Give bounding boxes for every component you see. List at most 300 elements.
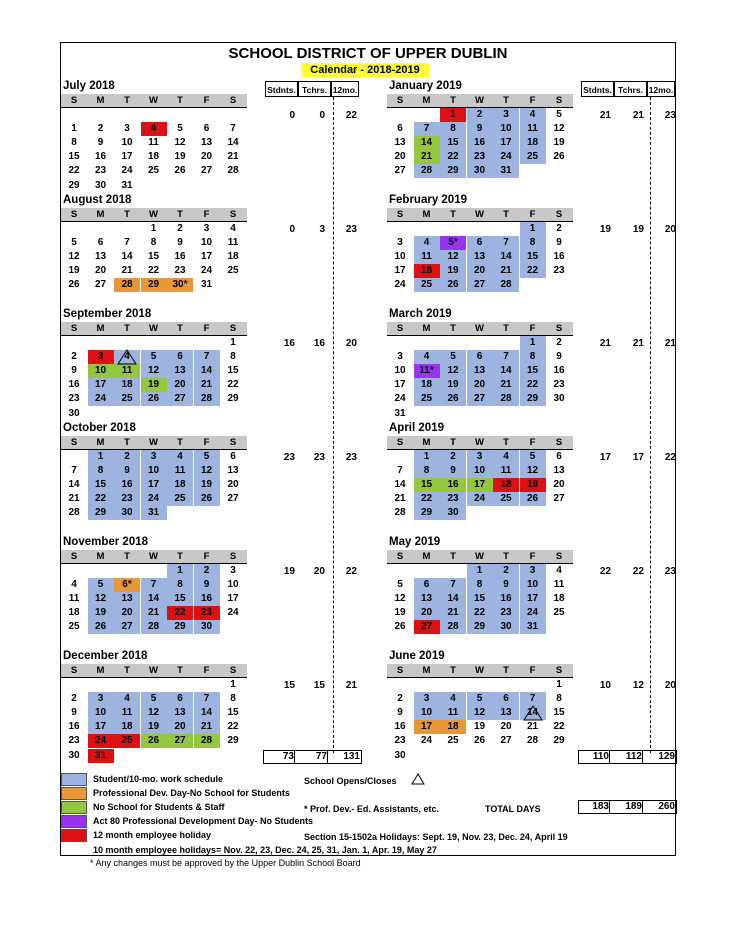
weekday-label: M — [96, 323, 105, 334]
month-stat: 17 — [599, 452, 611, 463]
day-cell: 24 — [227, 607, 239, 619]
day-cell: 22 — [147, 265, 160, 277]
day-cell: 25 — [167, 492, 193, 506]
day-cell: 5 — [141, 350, 167, 364]
day-cell: 31 — [394, 407, 406, 419]
day-cell: 13 — [553, 465, 565, 477]
day-cell: 13 — [227, 465, 239, 477]
day-cell: 31 — [141, 506, 167, 520]
weekday-label: T — [503, 551, 509, 562]
day-cell: 29 — [227, 735, 239, 747]
day-cell: 23 — [553, 379, 565, 391]
day-cell: 25 — [147, 165, 160, 177]
school-open-close-marker — [523, 705, 543, 721]
weekday-label: T — [177, 95, 183, 106]
day-cell: 15 — [467, 592, 493, 606]
day-cell: 11 — [68, 593, 80, 605]
weekday-label: S — [396, 551, 404, 562]
weekday-label: S — [555, 437, 563, 448]
weekday-label: S — [555, 551, 563, 562]
month-stat: 22 — [664, 452, 676, 463]
legend-label: Professional Dev. Day-No School for Students — [93, 788, 290, 798]
day-cell: 15 — [227, 707, 239, 719]
day-cell: 17 — [141, 478, 167, 492]
stats-header-left-2: 12mo. — [331, 81, 359, 97]
day-cell: 12 — [194, 464, 220, 478]
day-cell: 17 — [493, 136, 519, 150]
weekday-header — [61, 664, 247, 678]
day-cell: 2 — [194, 564, 220, 578]
day-cell: 9 — [556, 351, 562, 363]
weekday-label: W — [475, 551, 484, 562]
day-cell: 19 — [141, 378, 167, 392]
weekday-label: F — [529, 323, 536, 334]
day-cell: 26 — [68, 279, 80, 291]
day-cell: 3 — [141, 450, 167, 464]
day-cell: 7 — [194, 350, 220, 364]
day-cell: 13 — [467, 250, 493, 264]
day-cell: 17 — [394, 265, 406, 277]
weekday-label: S — [396, 437, 404, 448]
day-cell: 20 — [227, 479, 239, 491]
month-stat: 22 — [632, 566, 644, 577]
day-cell: 3 — [397, 237, 403, 249]
day-cell: 14 — [194, 364, 220, 378]
month-stat: 20 — [313, 566, 325, 577]
weekday-label: M — [96, 665, 105, 676]
day-cell: 8 — [414, 464, 440, 478]
day-cell: 28 — [414, 164, 440, 178]
day-cell: 25 — [553, 607, 565, 619]
day-cell: 18 — [227, 251, 239, 263]
weekday-header — [61, 94, 247, 108]
day-cell: 22 — [167, 606, 193, 620]
weekday-label: W — [149, 551, 158, 562]
weekday-label: W — [149, 209, 158, 220]
month-name: May 2019 — [389, 536, 441, 548]
month-stat: 23 — [345, 224, 357, 235]
day-cell: 28 — [227, 165, 239, 177]
weekday-label: S — [70, 437, 78, 448]
day-cell: 9 — [114, 464, 140, 478]
day-cell: 28 — [194, 734, 220, 748]
day-cell: 17 — [520, 592, 546, 606]
weekday-label: T — [503, 323, 509, 334]
month-name: June 2019 — [389, 650, 445, 662]
month-stat: 21 — [599, 110, 611, 121]
weekday-label: T — [450, 551, 456, 562]
day-cell: 19 — [141, 720, 167, 734]
day-cell: 5 — [71, 237, 77, 249]
day-cell: 23 — [553, 265, 565, 277]
day-cell: 20 — [414, 606, 440, 620]
month-name: October 2018 — [63, 422, 136, 434]
day-cell: 19 — [440, 378, 466, 392]
total-value: 73 — [264, 751, 295, 763]
stats-header-right-1: Tchrs. — [614, 81, 647, 97]
day-cell: 26 — [141, 392, 167, 406]
day-cell: 22 — [227, 379, 239, 391]
day-cell: 28 — [68, 507, 80, 519]
day-cell: 14 — [141, 592, 167, 606]
day-cell: 21 — [141, 606, 167, 620]
month-stat: 16 — [313, 338, 325, 349]
day-cell: 20 — [114, 606, 140, 620]
day-cell: 19 — [553, 137, 565, 149]
day-cell: 25 — [447, 735, 459, 747]
legend-label: Act 80 Professional Development Day- No Students — [93, 816, 314, 826]
day-cell: 10 — [88, 706, 114, 720]
day-cell: 6 — [167, 350, 193, 364]
day-cell: 1 — [71, 123, 77, 135]
day-cell: 16 — [114, 478, 140, 492]
day-cell: 2 — [71, 351, 77, 363]
day-cell: 15 — [167, 592, 193, 606]
day-cell: 10 — [394, 251, 406, 263]
day-cell: 2 — [114, 450, 140, 464]
weekday-label: M — [96, 209, 105, 220]
day-cell: 20 — [167, 720, 193, 734]
day-cell: 1 — [88, 450, 114, 464]
day-cell: 16 — [467, 136, 493, 150]
day-cell: 9 — [97, 137, 104, 149]
day-cell: 24 — [394, 393, 406, 405]
day-cell: 11 — [553, 579, 565, 591]
divider-left — [333, 97, 334, 753]
month-name: September 2018 — [63, 308, 152, 320]
total-days-label: TOTAL DAYS — [485, 804, 541, 814]
day-cell: 6 — [467, 236, 493, 250]
approval-note: * Any changes must be approved by the Upper Dublin School Board — [90, 858, 361, 868]
day-cell: 14 — [493, 250, 519, 264]
month-stat: 20 — [664, 680, 676, 691]
day-cell: 8 — [230, 351, 236, 363]
month-stat: 12 — [632, 680, 644, 691]
day-cell: 4 — [556, 565, 562, 576]
month-stat: 19 — [599, 224, 611, 235]
legend-swatch — [61, 801, 87, 814]
day-cell: 9 — [556, 237, 562, 249]
month-stat: 15 — [283, 680, 295, 691]
day-cell: 3 — [397, 351, 403, 363]
day-cell: 4 — [71, 579, 77, 591]
day-cell: 22 — [520, 378, 546, 392]
weekday-label: F — [529, 551, 536, 562]
day-cell: 30 — [114, 506, 140, 520]
day-cell: 14 — [68, 479, 80, 491]
day-cell: 13 — [167, 706, 193, 720]
weekday-label: F — [203, 209, 210, 220]
day-cell: 1 — [167, 564, 193, 578]
day-cell: 10 — [88, 364, 114, 378]
day-cell: 20 — [500, 721, 512, 733]
day-cell: 4 — [414, 236, 440, 250]
school-open-close-marker — [117, 349, 137, 365]
total-value: 129 — [658, 751, 675, 762]
day-cell: 27 — [467, 392, 493, 406]
calendar-subtitle: Calendar - 2018-2019 — [301, 63, 429, 77]
weekday-label: T — [450, 209, 456, 220]
stats-header-left-0: Stdnts. — [265, 81, 298, 97]
day-cell: 3 — [414, 692, 440, 706]
day-cell: 29 — [414, 506, 440, 520]
day-cell: 1 — [520, 336, 546, 350]
weekday-label: S — [229, 95, 237, 106]
day-cell: 13 — [414, 592, 440, 606]
totals-all — [578, 800, 677, 814]
month-stat: 23 — [664, 566, 676, 577]
day-cell: 10 — [394, 365, 406, 377]
weekday-label: S — [396, 323, 404, 334]
day-cell: 2 — [556, 223, 562, 234]
day-cell: 18 — [68, 607, 80, 619]
day-cell: 10 — [227, 579, 239, 591]
day-cell: 1 — [520, 222, 546, 236]
day-cell: 9 — [177, 237, 183, 249]
legend-label: 12 month employee holiday — [93, 830, 212, 840]
day-cell: 17 — [414, 720, 440, 734]
day-cell: 21 — [227, 151, 239, 163]
weekday-label: S — [229, 665, 237, 676]
divider-right — [650, 97, 651, 753]
day-cell: 9 — [71, 365, 77, 377]
month-name: December 2018 — [63, 650, 148, 662]
weekday-header — [387, 664, 573, 678]
day-cell: 17 — [394, 379, 406, 391]
day-cell: 27 — [167, 734, 193, 748]
day-cell: 12 — [88, 592, 114, 606]
weekday-label: M — [422, 665, 431, 676]
day-cell: 9 — [467, 122, 493, 136]
day-cell: 1 — [556, 679, 562, 690]
day-cell: 8 — [440, 122, 466, 136]
day-cell: 16 — [493, 592, 519, 606]
day-cell: 23 — [467, 150, 493, 164]
day-cell: 31 — [121, 179, 133, 191]
day-cell: 19 — [194, 478, 220, 492]
day-cell: 30 — [194, 620, 220, 634]
day-cell: 12 — [394, 593, 406, 605]
day-cell: 29 — [167, 620, 193, 634]
day-cell: 11 — [493, 464, 519, 478]
day-cell: 22 — [467, 606, 493, 620]
day-cell: 1 — [440, 108, 466, 122]
day-cell: 22 — [440, 150, 466, 164]
legend-swatch — [61, 829, 87, 842]
month-stat: 19 — [632, 224, 644, 235]
day-cell: 5 — [440, 350, 466, 364]
weekday-label: M — [96, 551, 105, 562]
day-cell: 17 — [200, 251, 213, 263]
day-cell: 24 — [88, 734, 114, 748]
day-cell: 10 — [467, 464, 493, 478]
weekday-label: M — [96, 95, 105, 106]
triangle-icon — [411, 773, 425, 785]
day-cell: 1 — [467, 564, 493, 578]
day-cell: 1 — [414, 450, 440, 464]
day-cell: 25 — [414, 278, 440, 292]
triangle-icon — [117, 349, 137, 365]
weekday-label: S — [396, 95, 404, 106]
day-cell: 13 — [394, 137, 406, 149]
day-cell: 2 — [556, 337, 562, 348]
day-cell: 6 — [397, 123, 403, 135]
month-stat: 21 — [345, 680, 357, 691]
day-cell: 16 — [553, 251, 565, 263]
month-name: November 2018 — [63, 536, 149, 548]
month-stat: 0 — [319, 110, 325, 121]
day-cell: 15 — [414, 478, 440, 492]
weekday-label: T — [124, 665, 130, 676]
day-cell: 15 — [147, 251, 160, 263]
day-cell: 4 — [114, 350, 140, 364]
day-cell: 28 — [526, 735, 539, 747]
day-cell: 12 — [174, 137, 186, 149]
day-cell: 29 — [227, 393, 239, 405]
month-stat: 21 — [599, 338, 611, 349]
day-cell: 30 — [94, 179, 107, 191]
day-cell: 6 — [97, 237, 104, 249]
day-cell: 19 — [520, 478, 546, 492]
weekday-label: T — [450, 665, 456, 676]
day-cell: 13 — [94, 251, 107, 263]
day-cell: 23 — [174, 265, 186, 277]
day-cell: 15 — [553, 707, 565, 719]
page-title: SCHOOL DISTRICT OF UPPER DUBLIN — [228, 45, 508, 62]
weekday-label: F — [203, 323, 210, 334]
day-cell: 10 — [520, 578, 546, 592]
weekday-label: S — [555, 665, 563, 676]
day-cell: 27 — [200, 165, 213, 177]
day-cell: 4 — [493, 450, 519, 464]
day-cell: 16 — [394, 721, 406, 733]
day-cell: 8 — [520, 350, 546, 364]
day-cell: 14 — [493, 364, 519, 378]
day-cell: 18 — [114, 378, 140, 392]
day-cell: 1 — [230, 337, 236, 348]
month-stat: 20 — [345, 338, 357, 349]
weekday-label: W — [149, 95, 158, 106]
day-cell: 12 — [467, 706, 493, 720]
weekday-header — [387, 550, 573, 564]
day-cell: 18 — [147, 151, 160, 163]
day-cell: 15 — [68, 151, 80, 163]
day-cell: 9 — [397, 707, 403, 719]
weekday-label: S — [555, 323, 563, 334]
weekday-label: F — [203, 95, 210, 106]
day-cell: 11* — [414, 364, 440, 378]
month-stat: 10 — [599, 680, 611, 691]
day-cell: 21 — [493, 378, 519, 392]
day-cell: 27 — [467, 278, 493, 292]
day-cell: 4 — [414, 350, 440, 364]
day-cell: 30 — [440, 506, 466, 520]
weekday-label: T — [124, 95, 130, 106]
day-cell: 29 — [141, 278, 167, 292]
day-cell: 31 — [493, 164, 519, 178]
day-cell: 13 — [493, 706, 519, 720]
day-cell: 28 — [194, 392, 220, 406]
day-cell: 21 — [68, 493, 80, 505]
day-cell: 9 — [440, 464, 466, 478]
day-cell: 22 — [553, 721, 565, 733]
weekday-label: T — [450, 437, 456, 448]
day-cell: 5 — [397, 579, 403, 591]
month-stat: 0 — [289, 224, 295, 235]
month-stat: 23 — [664, 110, 676, 121]
ten-month-note: 10 month employee holidays= Nov. 22, 23, Dec. 24, 25, 31, Jan. 1, Apr. 19, May 27 — [93, 845, 437, 855]
day-cell: 29 — [467, 620, 493, 634]
day-cell: 2 — [97, 123, 104, 135]
day-cell: 25 — [68, 621, 80, 633]
month-name: February 2019 — [389, 194, 467, 206]
weekday-header — [61, 208, 247, 222]
day-cell: 4 — [167, 450, 193, 464]
day-cell: 27 — [394, 165, 406, 177]
day-cell: 5 — [467, 692, 493, 706]
day-cell: 24 — [520, 606, 546, 620]
day-cell: 18 — [520, 136, 546, 150]
weekday-label: T — [503, 437, 509, 448]
day-cell: 25 — [114, 392, 140, 406]
legend-swatch — [61, 773, 87, 786]
day-cell: 26 — [174, 165, 186, 177]
day-cell: 26 — [520, 492, 546, 506]
month-stat: 21 — [632, 110, 644, 121]
day-cell: 18 — [414, 378, 440, 392]
day-cell: 17 — [227, 593, 239, 605]
day-cell: 7 — [493, 236, 519, 250]
day-cell: 21 — [526, 721, 539, 733]
weekday-label: S — [229, 323, 237, 334]
day-cell: 18 — [167, 478, 193, 492]
month-stat: 3 — [319, 224, 325, 235]
day-cell: 13 — [114, 592, 140, 606]
day-cell: 12 — [141, 706, 167, 720]
month-stat: 23 — [345, 452, 357, 463]
day-cell: 15 — [520, 250, 546, 264]
day-cell: 28 — [440, 620, 466, 634]
day-cell: 26 — [440, 392, 466, 406]
day-cell: 11 — [227, 237, 239, 249]
weekday-label: S — [70, 209, 78, 220]
month-name: July 2018 — [63, 80, 115, 92]
total-value: 189 — [612, 801, 643, 813]
day-cell: 3 — [124, 123, 130, 135]
day-cell: 2 — [440, 450, 466, 464]
weekday-header — [61, 436, 247, 450]
weekday-label: T — [177, 209, 183, 220]
day-cell: 20 — [394, 151, 406, 163]
month-name: January 2019 — [389, 80, 462, 92]
day-cell: 16 — [174, 251, 186, 263]
weekday-label: F — [529, 95, 536, 106]
day-cell: 23 — [194, 606, 220, 620]
day-cell: 2 — [397, 693, 403, 705]
day-cell: 3 — [203, 223, 210, 234]
weekday-label: T — [503, 95, 509, 106]
day-cell: 26 — [88, 620, 114, 634]
day-cell: 24 — [467, 492, 493, 506]
month-name: April 2019 — [389, 422, 444, 434]
month-stat: 22 — [345, 110, 357, 121]
day-cell: 11 — [520, 122, 546, 136]
legend-swatch — [61, 815, 87, 828]
day-cell: 20 — [94, 265, 107, 277]
month-name: March 2019 — [389, 308, 452, 320]
totals-first-half — [263, 750, 362, 764]
weekday-label: T — [124, 551, 130, 562]
